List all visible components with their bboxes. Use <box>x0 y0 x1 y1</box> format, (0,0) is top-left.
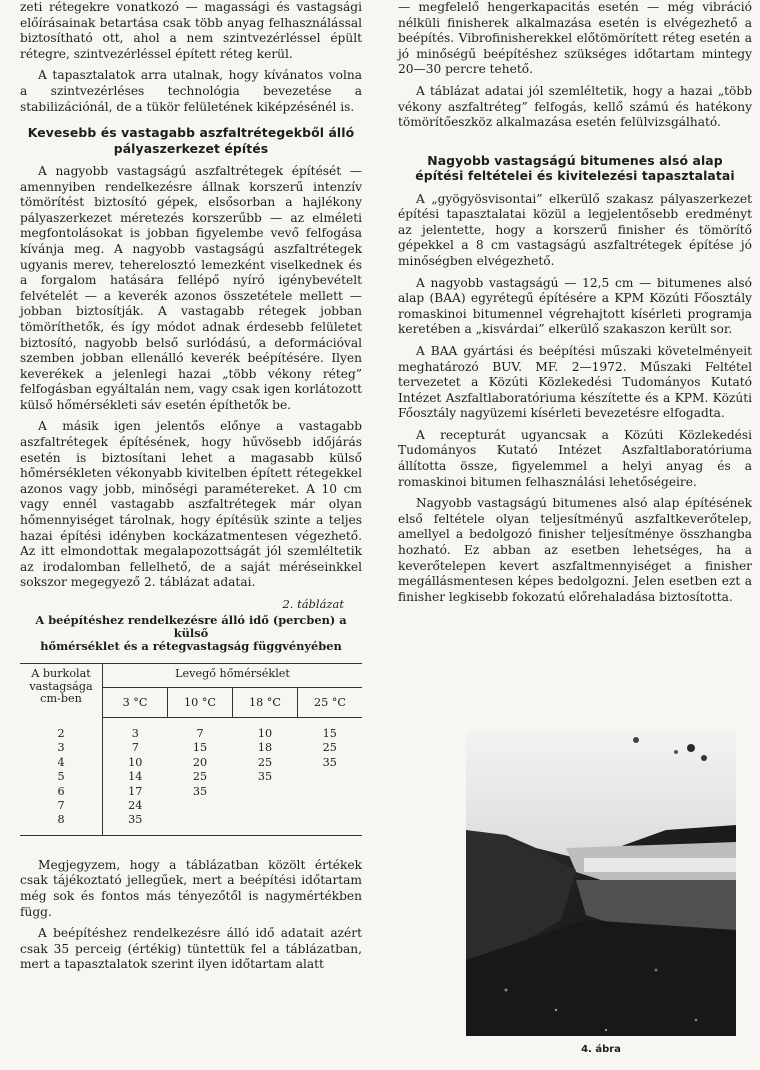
paragraph: A recepturát ugyancsak a Közúti Közlekedési Tudományos Kutató Intézet Aszfaltlaboratóriuma állította össze, figyelemmel a helyi anyag és a romaskinoi bitumen felhasználási lehetőségeire. <box>398 427 752 489</box>
table-cell: 7 <box>131 741 139 755</box>
paragraph: A tapasztalatok arra utalnak, hogy kívánatos volna a szintvezérléses technológia bevezetése a stabilizációnál, de a tükör felületének kiképzésénél is. <box>20 68 362 114</box>
table-cell: 10 <box>128 755 143 769</box>
table-row <box>20 813 362 835</box>
paragraph: zeti rétegekre vonatkozó — magassági és vastagsági előírásainak betartása csak több anyag felhasználással biztosítható ott, ahol a nem szintvezérléssel épült rétegre, szintvezérléssel épített réteg kerül. <box>20 0 362 61</box>
figure-caption: 4. ábra <box>581 1044 621 1055</box>
table-number: 2. táblázat <box>282 597 344 611</box>
column-header: 3 °C <box>103 687 168 718</box>
section-heading-line: építési feltételei és kivitelezési tapasztalatai <box>415 168 735 184</box>
table-cell: 24 <box>128 799 143 813</box>
table-title-line: hőmérséklet és a rétegvastagság függvényében <box>40 639 342 653</box>
figure-photo <box>466 730 736 1036</box>
right-column <box>398 0 752 611</box>
table-title-line: A beépítéshez rendelkezésre álló idő (percben) a külső <box>35 613 347 640</box>
table-cell: 17 <box>128 784 143 798</box>
table-row <box>20 799 362 813</box>
column-header: 25 °C <box>298 687 363 718</box>
table-cell <box>298 799 363 813</box>
table-row <box>20 741 362 755</box>
group-header: Levegő hőmérséklet <box>103 664 363 688</box>
table-cell <box>168 813 233 835</box>
paragraph: A BAA gyártási és beépítési műszaki követelményeit meghatározó BUV. MF. 2—1972. Műszaki Feltétel tervezetet a Közúti Közlekedési Tudományos Kutató Intézet Aszfaltlaboratóriuma készítette és a KPM. Közúti Főosztály nagyüzemi kísérleti bevezetésre elfogadta. <box>398 343 752 421</box>
section-heading-line: Kevesebb és vastagabb aszfaltrétegekből álló <box>27 125 355 141</box>
section-heading <box>398 153 752 184</box>
table-cell <box>168 799 233 813</box>
table-cell: 35 <box>257 770 273 784</box>
row-header: A burkolat vastagsága cm-ben <box>20 664 103 718</box>
paragraph: A másik igen jelentős előnye a vastagabb aszfaltrétegek építésének, hogy hűvösebb időjárás esetén is biztosítani lehet a magasabb külső hőmérsékleten vékonyabb kivitelben épített rétegekkel azonos vagy jobb, minőségi paramétereket. A 10 cm vagy ennél vastagabb aszfaltrétegek már olyan hőmennyiséget tárolnak, hogy építésük szinte a teljes hazai építési idényben kockázatmentesen végezhető. Az itt elmondottak megalapozottságát jól szemléltetik az irodalomban fellelhető, de a saját méréseinkkel sokszor megegyező 2. táblázat adatai. <box>20 419 362 590</box>
table-cell: 15 <box>322 727 337 740</box>
table-cell: 35 <box>192 784 208 798</box>
column-header: 10 °C <box>168 687 233 718</box>
table-block <box>20 597 362 836</box>
table-cell: 5 <box>20 770 103 784</box>
table-cell <box>233 799 298 813</box>
table-cell: 25 <box>257 755 273 769</box>
table-cell: 7 <box>20 799 103 813</box>
table-row <box>20 718 362 742</box>
table-cell: 25 <box>322 741 337 755</box>
table-cell: 4 <box>20 756 103 770</box>
table-cell: 35 <box>103 813 168 835</box>
photo-image <box>466 730 736 1036</box>
section-heading-line: pályaszerkezet építés <box>113 140 269 156</box>
table-cell: 3 <box>20 741 103 755</box>
data-table <box>20 663 362 836</box>
column-header: 18 °C <box>233 687 298 718</box>
section-heading <box>20 125 362 156</box>
paragraph: Megjegyzem, hogy a táblázatban közölt értékek csak tájékoztató jellegűek, mert a beépítési időtartam még sok és fontos más tényezőtől is nagymértékben függ. <box>20 857 362 919</box>
table-cell: 3 <box>131 727 139 740</box>
paragraph: A beépítéshez rendelkezésre álló idő adatait azért csak 35 perceig (értékig) tüntettük fel a táblázatban, mert a tapasztalatok szerint ilyen időtartam alatt <box>20 926 362 972</box>
table-cell: 18 <box>257 741 273 755</box>
table-title <box>20 614 362 653</box>
table-cell <box>233 785 298 799</box>
paragraph: A nagyobb vastagságú aszfaltrétegek építését — amennyiben rendelkezésre állnak korszerű intenzív tömörítést biztosító gépek, elsősorban a hajlékony pályaszerkezet méretezés korszerűbb — az elméleti megfontolásokat is jobban figyelembe vevő felfogása kívánja meg. A nagyobb vastagságú aszfaltrétegek ugyanis merev, teherelosztó lemezként viselkednek és a forgalom hatására fellépő nyíró igénybevételt felvételét — a keverék azonos összetétele mellett — jobban biztosítják. A vastagabb rétegek jobban tömöríthetők, és így módot adnak érdesebb felületet biztosító, nagyobb belső surlódású, a deformációval szemben jobban ellenálló keverék beépítésére. Ilyen keverékek a jelenlegi hazai „több vékony réteg” felfogásban egyáltalán nem, vagy csak igen korlátozott külső hőmérsékleti sáv esetén építhetők be. <box>20 163 362 412</box>
section-heading-line: Nagyobb vastagságú bitumenes alsó alap <box>427 152 723 168</box>
table-cell: 14 <box>128 770 143 784</box>
table-cell <box>233 813 298 835</box>
table-cell: 2 <box>20 718 103 742</box>
table-cell: 35 <box>322 755 337 769</box>
paragraph: A „gyögyösvisontai” elkerülő szakasz pályaszerkezet építési tapasztalatai közül a legjelentősebb eredményt az jelentette, hogy a korszerű finisher és tömörítő gépekkel a 8 cm vastagságú aszfaltrétegek építése jó minőségben elvégezhető. <box>398 191 752 268</box>
table-row <box>20 770 362 784</box>
table-cell: 7 <box>196 727 204 740</box>
table-row <box>20 785 362 799</box>
table-cell: 20 <box>192 755 208 769</box>
table-cell <box>298 770 363 784</box>
paragraph: A táblázat adatai jól szemléltetik, hogy a hazai „több vékony aszfaltréteg” felfogás, kellő számú és hatékony tömörítőeszköz alkalmazása esetén felülvizsgálható. <box>398 83 752 130</box>
left-column <box>20 0 362 979</box>
table-cell <box>298 813 363 835</box>
table-cell: 6 <box>20 785 103 799</box>
table-cell: 25 <box>192 770 208 784</box>
table-cell: 10 <box>257 727 273 740</box>
table-row <box>20 756 362 770</box>
paragraph: Nagyobb vastagságú bitumenes alsó alap építésének első feltétele olyan teljesítményű aszfaltkeverőtelep, amellyel a bedolgozó finisher teljesítménye összhangba hozható. Ez abban az esetben lehetséges, ha a keverőtelepen kevert aszfaltmennyiséget a finisher megállásmentesen képes bedolgozni. Jelen esetben ezt a finisher legkisebb fokozatú előrehaladása biztosította. <box>398 496 752 604</box>
paragraph: — megfelelő hengerkapacitás esetén — még vibráció nélküli finisherek alkalmazása esetén is elvégezhető a beépítés. Vibrofinisherekkel előtömörített réteg esetén a jó minőségű beépítéshez szükséges időtartam mintegy 20—30 percre tehető. <box>398 0 752 77</box>
table-cell <box>298 785 363 799</box>
table-cell: 8 <box>20 813 103 835</box>
table-cell: 15 <box>192 741 208 755</box>
paragraph: A nagyobb vastagságú — 12,5 cm — bitumenes alsó alap (BAA) egyrétegű építésére a KPM Közúti Főosztály romaskinoi bitumennel végrehajtott kísérleti programja keretében a „kisvárdai” elkerülő szakaszon került sor. <box>398 275 752 337</box>
